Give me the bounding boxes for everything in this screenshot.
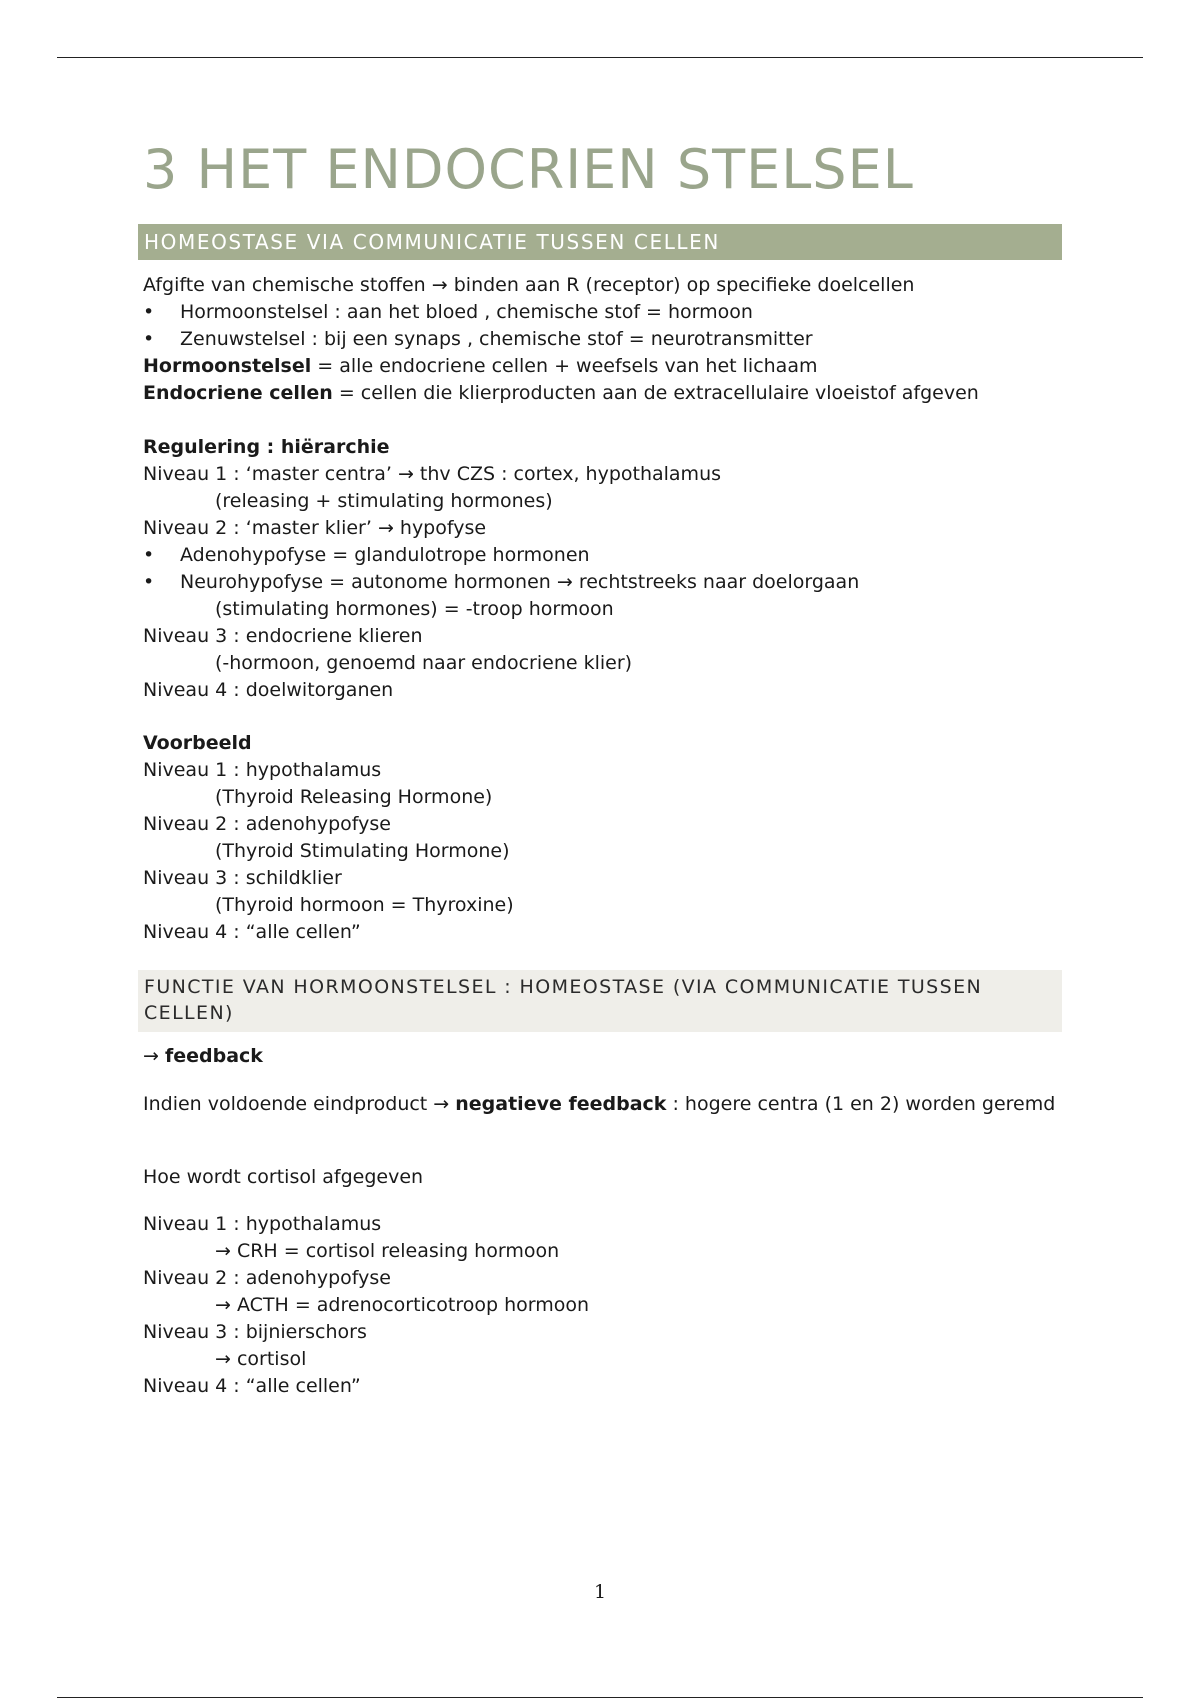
bullet-dot: • (143, 301, 155, 323)
indented-line: (Thyroid Releasing Hormone) (215, 786, 493, 808)
text-line: Niveau 2 : ‘master klier’ → hypofyse (143, 517, 487, 539)
indented-line: → cortisol (215, 1348, 307, 1370)
regulering-block (143, 434, 1063, 704)
indented-line: → CRH = cortisol releasing hormoon (215, 1240, 560, 1262)
text-line: Niveau 1 : ‘master centra’ → thv CZS : cortex, hypothalamus (143, 463, 722, 485)
indented-line: (Thyroid hormoon = Thyroxine) (215, 894, 514, 916)
definition-text: = cellen die klierproducten aan de extracellulaire vloeistof afgeven (332, 382, 979, 404)
indented-line: (-hormoon, genoemd naar endocriene klier) (215, 652, 633, 674)
top-rule (57, 57, 1143, 58)
text-line: Niveau 2 : adenohypofyse (143, 1267, 391, 1289)
bottom-rule (57, 1697, 1143, 1698)
bullet-text: Neurohypofyse = autonome hormonen → rechtstreeks naar doelorgaan (180, 571, 860, 593)
page-number: 1 (593, 1581, 607, 1603)
cortisol-levels-block (143, 1211, 1063, 1400)
definition-endocriene-cellen (143, 380, 1063, 407)
bullet-item (143, 542, 1063, 569)
section2-feedback (143, 1043, 1063, 1070)
negative-feedback-term: negatieve feedback (455, 1093, 667, 1115)
bullet-item (143, 569, 1063, 596)
bullet-text: Hormoonstelsel : aan het bloed , chemische stof = hormoon (180, 301, 753, 323)
intro-line: Afgifte van chemische stoffen → binden aan R (receptor) op specifieke doelcellen (143, 274, 915, 296)
bullet-dot: • (143, 328, 155, 350)
section1-body (143, 272, 1063, 407)
voorbeeld-block (143, 730, 1063, 946)
indented-line: (stimulating hormones) = -troop hormoon (215, 598, 614, 620)
bullet-item (143, 299, 1063, 326)
text-line: Niveau 3 : bijnierschors (143, 1321, 367, 1343)
indented-line: → ACTH = adrenocorticotroop hormoon (215, 1294, 590, 1316)
text-line: Niveau 1 : hypothalamus (143, 759, 382, 781)
definition-term: Hormoonstelsel (143, 355, 312, 377)
bullet-text: Zenuwstelsel : bij een synaps , chemische stof = neurotransmitter (180, 328, 813, 350)
bullet-text: Adenohypofyse = glandulotrope hormonen (180, 544, 590, 566)
cortisol-question-block (143, 1164, 1063, 1191)
definition-term: Endocriene cellen (143, 382, 333, 404)
bullet-dot: • (143, 571, 155, 593)
text-line: Niveau 3 : endocriene klieren (143, 625, 423, 647)
section-heading-homeostase: HOMEOSTASE VIA COMMUNICATIE TUSSEN CELLEN (138, 224, 1062, 260)
definition-hormoonstelsel (143, 353, 1063, 380)
section-heading-functie: FUNCTIE VAN HORMOONSTELSEL : HOMEOSTASE (VIA COMMUNICATIE TUSSEN CELLEN) (138, 970, 1062, 1032)
text-line: Niveau 3 : schildklier (143, 867, 342, 889)
arrow-icon: → (143, 1045, 165, 1067)
cortisol-question: Hoe wordt cortisol afgegeven (143, 1166, 424, 1188)
indented-line: (Thyroid Stimulating Hormone) (215, 840, 510, 862)
bullet-dot: • (143, 544, 155, 566)
text-line: Niveau 4 : doelwitorganen (143, 679, 394, 701)
negative-feedback-paragraph (143, 1091, 1063, 1117)
voorbeeld-heading: Voorbeeld (143, 732, 252, 754)
regulering-heading: Regulering : hiërarchie (143, 436, 390, 458)
text-line: Niveau 2 : adenohypofyse (143, 813, 391, 835)
document-title: 3 HET ENDOCRIEN STELSEL (143, 138, 914, 201)
feedback-line (143, 1043, 1063, 1070)
paragraph-text: Indien voldoende eindproduct → (143, 1093, 456, 1115)
paragraph-text: : hogere centra (1 en 2) worden geremd (666, 1093, 1056, 1115)
text-line: Niveau 4 : “alle cellen” (143, 921, 361, 943)
text-line: Niveau 1 : hypothalamus (143, 1213, 382, 1235)
definition-text: = alle endocriene cellen + weefsels van het lichaam (311, 355, 818, 377)
bullet-item (143, 326, 1063, 353)
text-line: Niveau 4 : “alle cellen” (143, 1375, 361, 1397)
feedback-label: feedback (164, 1045, 263, 1067)
indented-line: (releasing + stimulating hormones) (215, 490, 553, 512)
